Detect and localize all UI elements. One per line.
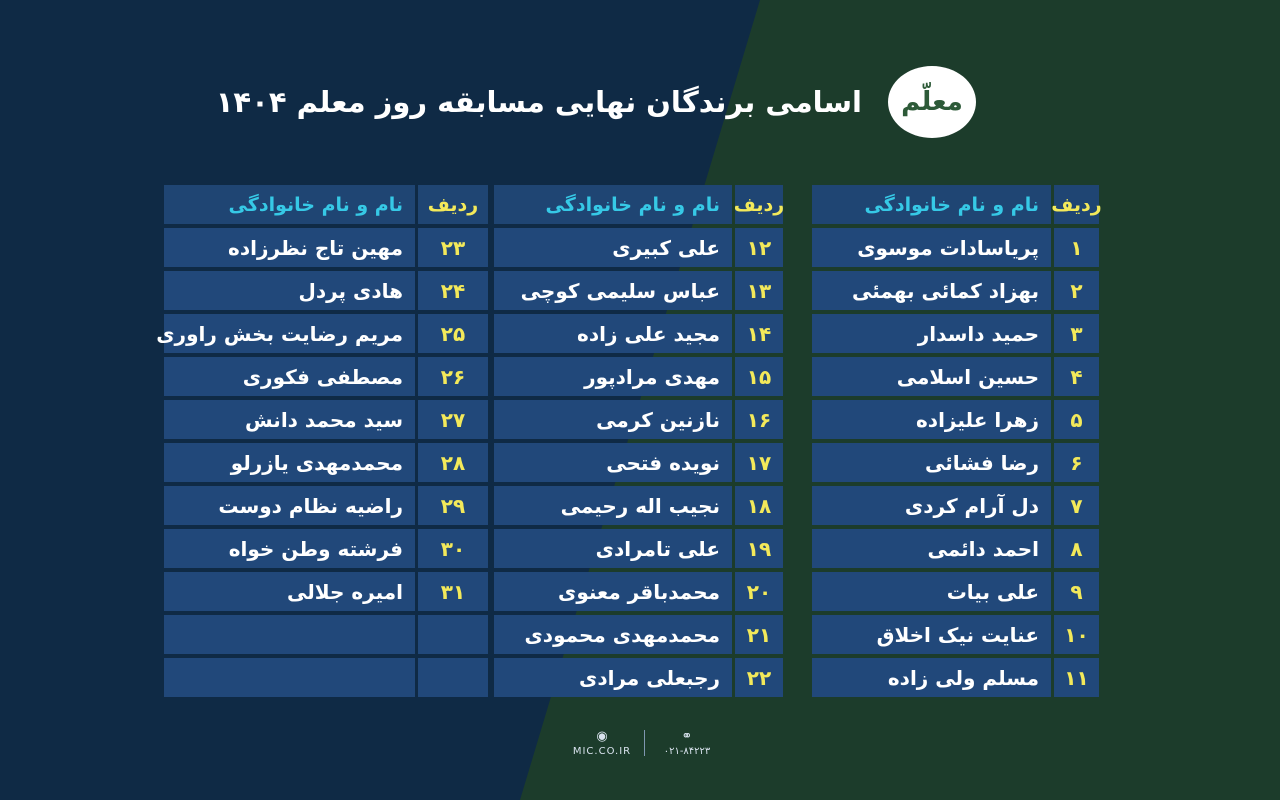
header-number: ردیف: [418, 185, 488, 224]
muallem-logo: [888, 66, 976, 138]
globe-icon: ◉: [596, 728, 608, 744]
row-name: مهین تاج نظرزاده: [164, 228, 415, 267]
table-row: [812, 443, 1099, 482]
row-name: احمد دائمی: [812, 529, 1051, 568]
table-header: [494, 185, 783, 224]
table-row: [494, 271, 783, 310]
table-row: [164, 271, 488, 310]
row-name: [164, 615, 415, 654]
row-number: ۲۷: [418, 400, 488, 439]
row-name: حسین اسلامی: [812, 357, 1051, 396]
header-name: نام و نام خانوادگی: [494, 185, 732, 224]
table-row: [164, 357, 488, 396]
row-number: ۹: [1054, 572, 1099, 611]
table-row: [164, 486, 488, 525]
table-row: [164, 572, 488, 611]
table-row: [494, 572, 783, 611]
table-row: [494, 615, 783, 654]
header-name: نام و نام خانوادگی: [812, 185, 1051, 224]
row-name: مجید علی زاده: [494, 314, 732, 353]
row-number: ۲: [1054, 271, 1099, 310]
row-name: فرشته وطن خواه: [164, 529, 415, 568]
table-row: [812, 228, 1099, 267]
row-name: رجبعلی مرادی: [494, 658, 732, 697]
table-header: [164, 185, 488, 224]
row-number: ۱۷: [735, 443, 783, 482]
row-name: نازنین کرمی: [494, 400, 732, 439]
row-number: ۲۶: [418, 357, 488, 396]
website-text: MIC.CO.IR: [572, 745, 632, 757]
table-row: [812, 357, 1099, 396]
table-row: [164, 529, 488, 568]
page-title: اسامی برندگان نهایی مسابقه روز معلم ۱۴۰۴: [215, 85, 862, 119]
table-row: [494, 228, 783, 267]
row-name: مهدی مرادپور: [494, 357, 732, 396]
row-name: نویده فتحی: [494, 443, 732, 482]
row-name: عنایت نیک اخلاق: [812, 615, 1051, 654]
row-number: ۷: [1054, 486, 1099, 525]
table-row: [164, 228, 488, 267]
row-number: ۲۱: [735, 615, 783, 654]
phone-block: [645, 730, 729, 757]
row-name: محمدمهدی محمودی: [494, 615, 732, 654]
row-name: عباس سلیمی کوچی: [494, 271, 732, 310]
website-block: [560, 730, 644, 757]
row-name: سید محمد دانش: [164, 400, 415, 439]
headphones-icon: ⚭: [681, 728, 693, 744]
table-row: [812, 400, 1099, 439]
header-name: نام و نام خانوادگی: [164, 185, 415, 224]
row-name: علی بیات: [812, 572, 1051, 611]
row-number: ۲۴: [418, 271, 488, 310]
row-name: نجیب اله رحیمی: [494, 486, 732, 525]
table-row: [156, 314, 488, 353]
row-number: ۲۳: [418, 228, 488, 267]
row-number: [418, 658, 488, 697]
row-number: ۱۲: [735, 228, 783, 267]
table-row: [494, 529, 783, 568]
row-name: هادی پردل: [164, 271, 415, 310]
row-number: ۴: [1054, 357, 1099, 396]
row-number: ۲۰: [735, 572, 783, 611]
row-name: دل آرام کردی: [812, 486, 1051, 525]
row-number: ۱: [1054, 228, 1099, 267]
header-number: ردیف: [1054, 185, 1099, 224]
row-number: ۲۹: [418, 486, 488, 525]
row-number: ۵: [1054, 400, 1099, 439]
row-name: مصطفی فکوری: [164, 357, 415, 396]
row-number: ۱۰: [1054, 615, 1099, 654]
table-row: [812, 572, 1099, 611]
row-number: ۱۳: [735, 271, 783, 310]
table-row-empty: [164, 658, 488, 697]
table-row: [812, 615, 1099, 654]
footer: [560, 728, 730, 758]
logo-text: معلّم: [901, 87, 963, 117]
row-name: امیره جلالی: [164, 572, 415, 611]
row-name: محمدباقر معنوی: [494, 572, 732, 611]
row-number: ۲۲: [735, 658, 783, 697]
phone-text: ۰۲۱-۸۴۲۲۳: [663, 745, 711, 757]
row-name: محمدمهدی یازرلو: [164, 443, 415, 482]
row-name: علی کبیری: [494, 228, 732, 267]
row-number: ۱۵: [735, 357, 783, 396]
row-number: ۶: [1054, 443, 1099, 482]
table-row: [812, 271, 1099, 310]
table-row: [494, 486, 783, 525]
row-name: رضا فشائی: [812, 443, 1051, 482]
row-number: ۳: [1054, 314, 1099, 353]
row-name: راضیه نظام دوست: [164, 486, 415, 525]
table-row: [812, 486, 1099, 525]
winners-table-1: [812, 185, 1102, 701]
row-name: پریاسادات موسوی: [812, 228, 1051, 267]
table-row: [494, 443, 783, 482]
header-number: ردیف: [735, 185, 783, 224]
table-row: [164, 443, 488, 482]
row-number: ۱۱: [1054, 658, 1099, 697]
row-name: مسلم ولی زاده: [812, 658, 1051, 697]
row-number: ۱۴: [735, 314, 783, 353]
row-name: بهزاد کمائی بهمئی: [812, 271, 1051, 310]
table-row: [164, 400, 488, 439]
winners-table-3: [156, 185, 488, 701]
table-row-empty: [164, 615, 488, 654]
row-number: [418, 615, 488, 654]
table-row: [494, 357, 783, 396]
row-name: [164, 658, 415, 697]
table-row: [494, 658, 783, 697]
row-name: علی تامرادی: [494, 529, 732, 568]
table-row: [494, 314, 783, 353]
table-row: [812, 658, 1099, 697]
row-number: ۳۰: [418, 529, 488, 568]
row-name: زهرا علیزاده: [812, 400, 1051, 439]
table-header: [812, 185, 1102, 224]
row-number: ۱۶: [735, 400, 783, 439]
row-number: ۲۸: [418, 443, 488, 482]
row-number: ۲۵: [418, 314, 488, 353]
row-number: ۸: [1054, 529, 1099, 568]
row-name: مریم رضایت بخش راوری: [164, 314, 415, 353]
row-number: ۱۹: [735, 529, 783, 568]
winners-table-2: [494, 185, 783, 701]
table-row: [812, 529, 1099, 568]
row-name: حمید داسدار: [812, 314, 1051, 353]
table-row: [494, 400, 783, 439]
row-number: ۱۸: [735, 486, 783, 525]
table-row: [812, 314, 1099, 353]
row-number: ۳۱: [418, 572, 488, 611]
